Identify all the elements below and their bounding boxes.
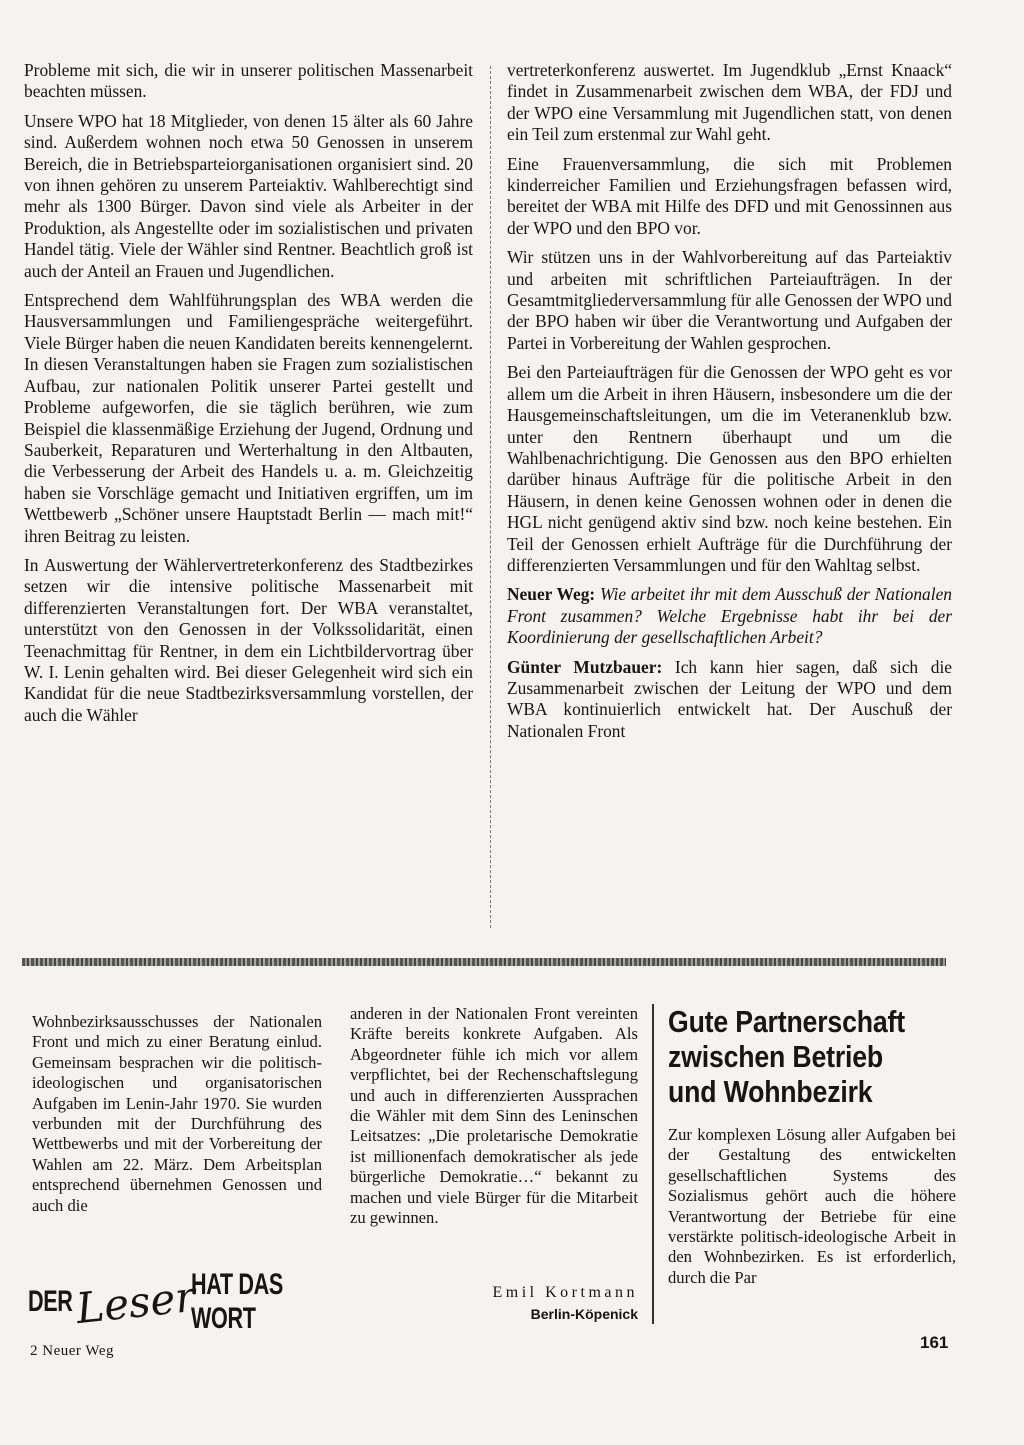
paragraph: Bei den Parteiaufträgen für die Genossen der WPO geht es vor allem um die Arbeit in ihren Häusern, insbesondere um die der Hausgemeinschaftsleitungen, um die im Veteranenklub bzw. unter den Rentnern überhaupt und um die Wahlbenachrichtigung. Die Genossen aus den BPO erhielten darüber hinaus Aufträge für die politische Arbeit in den Häusern, in denen keine Genossen wohnen oder in denen die HGL nicht genügend aktiv sind bzw. noch keine bestehen. Ein Teil der Genossen erhielt Aufträge für die Durchführung der differenzierten Versammlungen und für den Wahltag selbst. [507, 362, 952, 575]
headline-line: und Wohnbezirk [668, 1074, 873, 1109]
answer-text: Ich kann hier sagen, daß sich die Zusammenarbeit zwischen der Leitung der WPO und dem WBA kontinuierlich entwickelt hat. Der Auschuß der Nationalen Front [507, 656, 952, 741]
interview-answer [507, 657, 952, 743]
headline-line: zwischen Betrieb [668, 1039, 884, 1074]
column-divider [652, 1004, 654, 1324]
paragraph: Eine Frauenversammlung, die sich mit Problemen kinderreicher Familien und Erziehungsfragen befassen wird, bereitet der WBA mit Hilfe des DFD und mit Genossinnen aus der WPO und den BPO vor. [507, 153, 952, 238]
paragraph: anderen in der Nationalen Front vereinten Kräfte bereits konkrete Aufgaben. Als Abgeordneter fühle ich mich vor allem verpflichtet, bei der Rechenschaftslegung und auch in differenzierten Aussprachen die Wähler mit dem Sinn des Leninschen Leitsatzes: „Die proletarische Demokratie ist millionenfach demokratischer als jede bürgerliche Demokratie…“ bekannt zu machen und viele Bürger für die Mitarbeit zu gewinnen. [350, 1004, 638, 1228]
headline-line: Gute Partnerschaft [668, 1004, 905, 1039]
logo-text-right: HAT DAS WORT [191, 1268, 283, 1335]
paragraph: Zur komplexen Lösung aller Aufgaben bei der Gestaltung des entwickelten gesellschaftlichen Systems des Sozialismus gehört auch die höhere Verantwortung der Betriebe für eine verstärkte politisch-ideologische Arbeit in den Wohnbezirken. Es ist erforderlich, durch die Par [668, 1125, 956, 1287]
column-article [668, 1004, 956, 1296]
letter-signature [350, 1282, 638, 1324]
signature-name: Emil Kortmann [492, 1284, 638, 1301]
footer-publication: 2 Neuer Weg [30, 1343, 114, 1359]
question-speaker: Neuer Weg: [507, 584, 596, 605]
section-divider [22, 958, 946, 966]
page-number: 161 [920, 1333, 949, 1352]
paragraph: Wir stützen uns in der Wahlvorbereitung auf das Parteiaktiv und arbeiten mit schriftlichen Parteiaufträgen. In der Gesamtmitgliederversammlung für alle Genossen der WPO und der BPO haben wir über die Verantwortung und Aufgaben der Partei in Vorbereitung der Wahlen gesprochen. [507, 247, 952, 353]
paragraph: Wohnbezirksausschusses der Nationalen Front und mich zu einer Beratung einlud. Gemeinsam besprachen wir die politisch-ideologischen und organisatorischen Aufgaben im Lenin-Jahr 1970. Sie wurden verbunden mit der Durchführung des Wettbewerbs und mit der Vorbereitung der Wahlen am 22. März. Dem Arbeitsplan entsprechend übernehmen Genossen und auch die [32, 1012, 322, 1215]
paragraph: Unsere WPO hat 18 Mitglieder, von denen 15 älter als 60 Jahre sind. Außerdem wohnen noch etwa 50 Genossen in unserem Bereich, die in Betriebsparteiorganisationen organisiert sind. 20 von ihnen gehören zu unserem Parteiaktiv. Wahlberechtigt sind mehr als 1300 Bürger. Davon sind viele als Arbeiter in der Produktion, als Angestellte oder im sozialistischen und privaten Handel tätig. Viele der Wähler sind Rentner. Beachtlich groß ist auch der Anteil an Frauen und Jugendlichen. [24, 110, 473, 281]
logo-text-left: DER [28, 1285, 73, 1318]
column-upper-right [507, 60, 952, 750]
column-letter-right [350, 1004, 638, 1228]
column-divider [490, 66, 491, 928]
logo-script-text: Leser [73, 1271, 198, 1333]
column-letter-left [32, 1012, 322, 1216]
column-upper-left [24, 60, 473, 734]
signature-place: Berlin-Köpenick [530, 1306, 638, 1322]
interview-question [507, 584, 952, 648]
answer-speaker: Günter Mutzbauer: [507, 656, 663, 677]
paragraph: vertreterkonferenz auswertet. Im Jugendklub „Ernst Knaack“ findet in Zusammenarbeit zwischen dem WBA, der FDJ und der WPO eine Versammlung mit Jugendlichen statt, von denen ein Teil zum erstenmal zur Wahl geht. [507, 60, 952, 145]
section-logo [28, 1268, 328, 1335]
question-text: Wie arbeitet ihr mit dem Ausschuß der Nationalen Front zusammen? Welche Ergebnisse habt ihr bei der Koordinierung der gesellschaftlichen Arbeit? [507, 584, 952, 648]
article-headline [668, 1004, 916, 1109]
paragraph: Probleme mit sich, die wir in unserer politischen Massenarbeit beachten müssen. [24, 60, 473, 102]
paragraph: Entsprechend dem Wahlführungsplan des WBA werden die Hausversammlungen und Familiengespräche weitergeführt. Viele Bürger haben die neuen Kandidaten bereits kennengelernt. In diesen Veranstaltungen haben sie Fragen zum sozialistischen Aufbau, zur nationalen Politik unserer Partei gestellt und Probleme aufgeworfen, die sie täglich berühren, wie zum Beispiel die klassenmäßige Erziehung der Jugend, Ordnung und Sauberkeit, Reparaturen und Werterhaltung in den Altbauten, die Verbesserung der Arbeit des Handels u. a. m. Gleichzeitig haben sie Vorschläge gemacht und Initiativen ergriffen, um im Wettbewerb „Schöner unsere Hauptstadt Berlin — mach mit!“ ihren Beitrag zu leisten. [24, 290, 473, 546]
paragraph: In Auswertung der Wählervertreterkonferenz des Stadtbezirkes setzen wir die intensive politische Massenarbeit mit differenzierten Veranstaltungen fort. Der WBA veranstaltet, unterstützt von den Genossen in der Volkssolidarität, einen Teenachmittag für Rentner, in dem ein Lichtbildervortrag über W. I. Lenin gehalten wird. Bei dieser Gelegenheit wird sich ein Kandidat für die neue Stadtbezirksversammlung vorstellen, der auch die Wähler [24, 554, 473, 725]
